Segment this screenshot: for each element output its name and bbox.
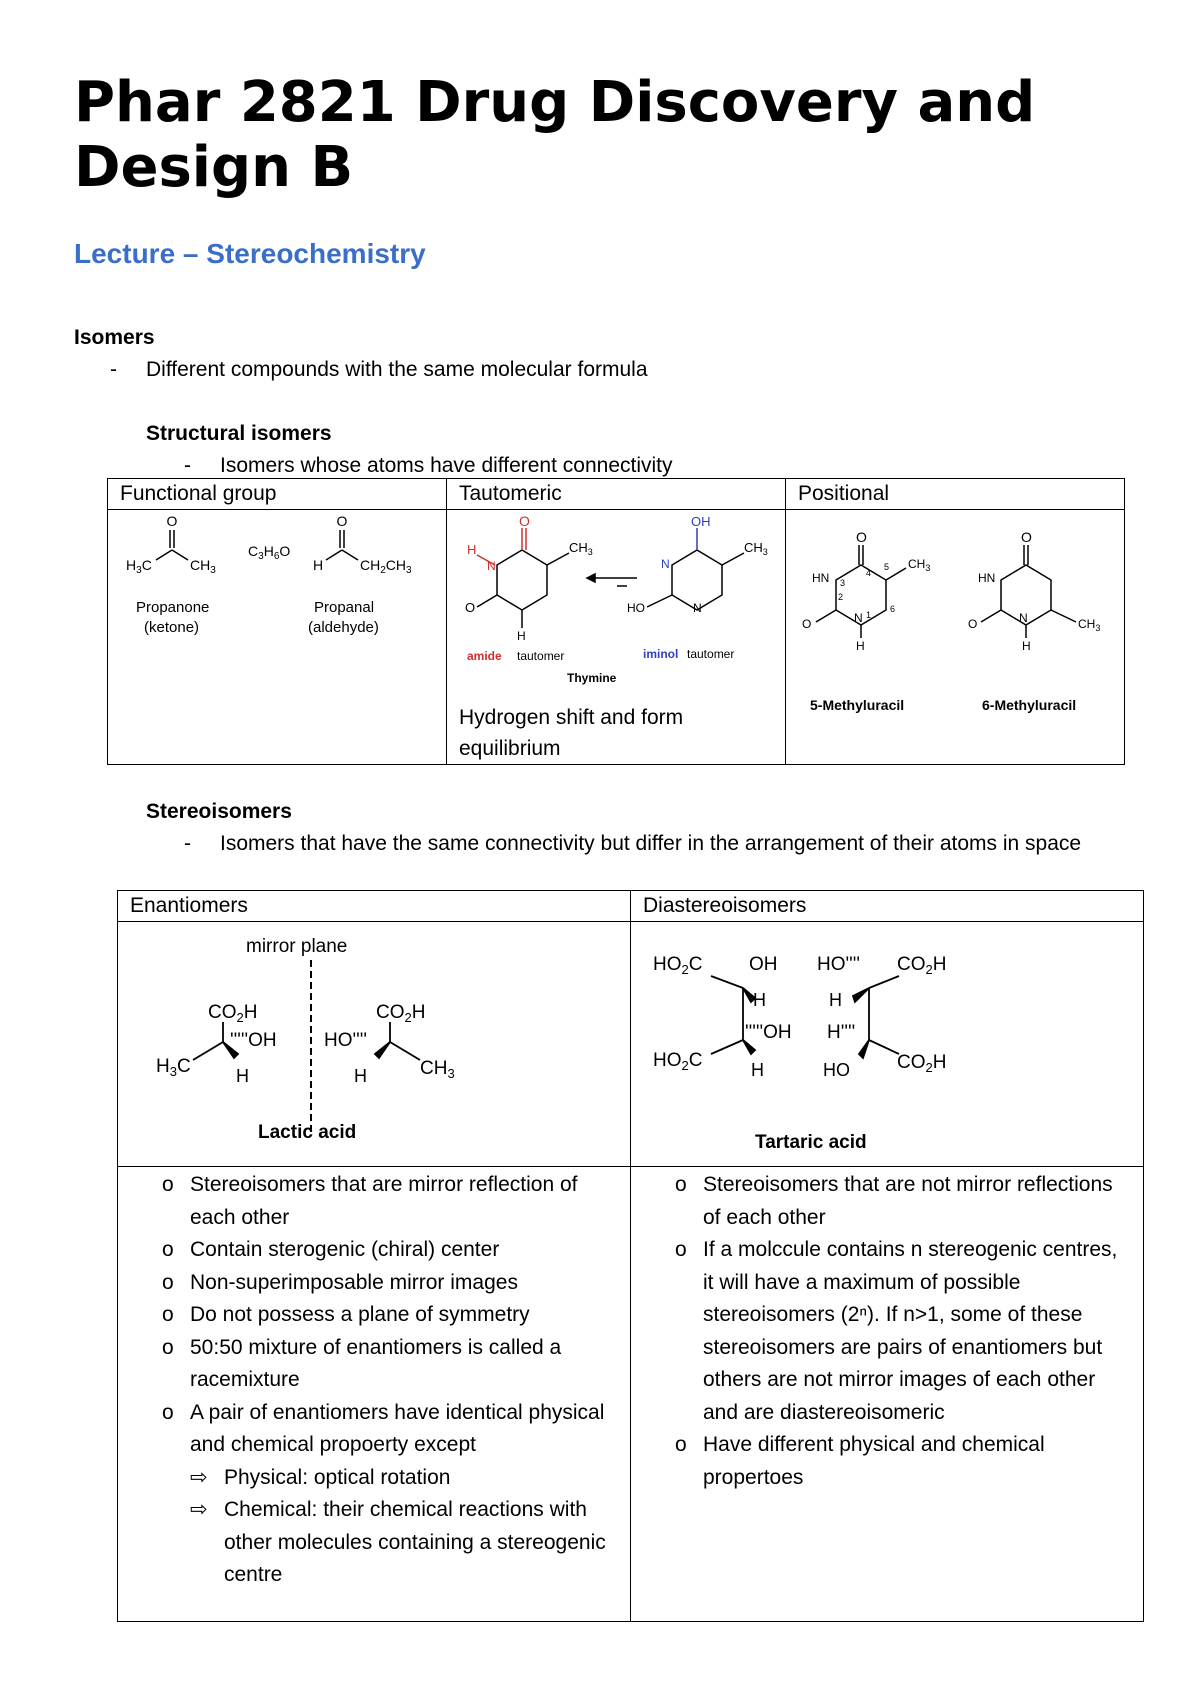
isomers-bullet-dash: - xyxy=(110,358,117,381)
positional-cell xyxy=(786,510,1125,765)
svg-text:'''''OH: '''''OH xyxy=(230,1030,277,1051)
svg-text:HO: HO xyxy=(823,1060,850,1080)
structural-definition: Isomers whose atoms have different connectivity xyxy=(220,454,673,477)
structural-heading: Structural isomers xyxy=(146,422,332,445)
svg-text:CH3: $CH_3$ xyxy=(908,557,931,573)
svg-text:CH3: $CH_3$ xyxy=(569,540,593,557)
iminol-label: iminol xyxy=(643,647,679,661)
svg-text:OH: OH xyxy=(691,514,711,529)
col-functional-group: Functional group xyxy=(108,479,447,510)
svg-text:3: 3 xyxy=(840,578,846,588)
thymine-label: Thymine xyxy=(567,671,617,685)
list-item: o Do not possess a plane of symmetry xyxy=(162,1303,530,1326)
svg-text:H: H xyxy=(313,557,324,573)
svg-text:'''''OH: '''''OH xyxy=(745,1022,792,1043)
amide-suffix: tautomer xyxy=(517,649,565,663)
svg-text:HN: HN xyxy=(978,571,996,585)
svg-text:HO: HO xyxy=(627,601,645,615)
stereo-bullet-dash: - xyxy=(184,832,191,855)
list-item: o Stereoisomers that are mirror reflection of each other xyxy=(162,1173,578,1229)
propanone-type: (ketone) xyxy=(144,619,200,636)
svg-text:CH3: $CH_3$ xyxy=(1078,617,1101,633)
svg-text:H: H xyxy=(467,542,477,557)
stereo-definition: Isomers that have the same connectivity but differ in the arrangement of their atoms in space xyxy=(220,832,1082,855)
lactic-acid-figure xyxy=(118,922,630,1160)
col-tautomeric: Tautomeric xyxy=(447,479,786,510)
list-item: o Have different physical and chemical propertoes xyxy=(675,1433,1045,1489)
svg-text:H: H xyxy=(829,990,842,1010)
svg-text:H: H xyxy=(354,1066,367,1086)
svg-text:CH3: $CH_3$ xyxy=(744,540,768,557)
structural-isomers-table xyxy=(107,478,1125,765)
diastereo-figure-cell xyxy=(631,922,1144,1167)
propanone-name: Propanone xyxy=(136,599,210,616)
list-item: o A pair of enantiomers have identical physical and chemical propoerty except ⇨ Physical: optical rotation ⇨ Chemical: their chemical reactions with other molecules containing a stereogenic centre xyxy=(118,1397,620,1592)
svg-text:HO2C: $HO_2C$ xyxy=(653,1050,703,1073)
list-item: o Stereoisomers that are not mirror reflections of each other xyxy=(675,1173,1113,1229)
svg-text:CH3: $CH_3$ xyxy=(190,557,216,576)
col-enantiomers: Enantiomers xyxy=(118,891,631,922)
svg-text:CO2H: $CO_2H$ xyxy=(897,1052,947,1075)
isomers-heading: Isomers xyxy=(74,326,155,349)
svg-text:4: 4 xyxy=(866,568,872,578)
tartaric-acid-figure xyxy=(631,922,1143,1160)
svg-text:N: N xyxy=(1019,611,1028,625)
enantiomers-figure-cell xyxy=(118,922,631,1167)
sub-list-item: ⇨ Physical: optical rotation xyxy=(190,1465,451,1489)
tartaric-acid-label: Tartaric acid xyxy=(755,1132,867,1153)
tautomeric-caption: Hydrogen shift and form equilibrium xyxy=(459,706,684,760)
equilibrium-arrows xyxy=(587,574,637,586)
stereo-heading: Stereoisomers xyxy=(146,800,292,823)
svg-text:5: 5 xyxy=(884,562,890,572)
svg-text:2: 2 xyxy=(838,592,844,602)
functional-group-figure xyxy=(108,510,446,758)
svg-text:H'''': H'''' xyxy=(827,1022,856,1043)
svg-text:H3C: $H_3C$ xyxy=(126,557,152,576)
molecular-formula: $C_3H_6O$ xyxy=(248,543,291,562)
enantiomer-points-cell xyxy=(118,1167,631,1622)
svg-text:CO2H: $CO_2H$ xyxy=(897,954,947,977)
5-methyluracil-label: 5-Methyluracil xyxy=(810,697,905,713)
svg-text:H3C: $H_3C$ xyxy=(156,1056,191,1079)
mirror-plane-label: mirror plane xyxy=(246,936,348,957)
amide-label: amide xyxy=(467,649,502,663)
svg-text:N: N xyxy=(661,557,670,571)
svg-text:O: O xyxy=(802,617,812,631)
svg-text:O: O xyxy=(166,513,178,529)
svg-text:HN: HN xyxy=(812,571,830,585)
functional-group-cell xyxy=(108,510,447,765)
6-methyluracil-label: 6-Methyluracil xyxy=(982,697,1077,713)
svg-text:H: H xyxy=(856,639,865,653)
col-positional: Positional xyxy=(786,479,1125,510)
propanal-structure xyxy=(326,530,358,560)
lactic-acid-label: Lactic acid xyxy=(258,1122,357,1143)
svg-text:N: N xyxy=(854,611,863,625)
list-item: o If a molccule contains n stereogenic centres, it will have a maximum of possible stereoisomers (2ⁿ). If n>1, some of these stereoisomers are pairs of enantiomers but others are not mirror images of each other and are diastereoisomeric xyxy=(675,1238,1118,1424)
propanal-name: Propanal xyxy=(314,599,375,616)
svg-text:HO'''': HO'''' xyxy=(817,954,861,975)
structural-bullet-dash: - xyxy=(184,454,191,477)
svg-text:CH3: $CH_3$ xyxy=(420,1058,455,1081)
6-methyluracil-structure xyxy=(981,545,1076,638)
svg-text:CO2H: $CO_2H$ xyxy=(376,1002,426,1025)
svg-text:6: 6 xyxy=(890,604,896,614)
list-item: o Non-superimposable mirror images xyxy=(162,1270,518,1294)
svg-text:N: N xyxy=(487,559,496,573)
iminol-suffix: tautomer xyxy=(687,647,735,661)
list-item: o Contain sterogenic (chiral) center xyxy=(162,1238,500,1261)
col-diastereoisomers: Diastereoisomers xyxy=(631,891,1144,922)
svg-text:O: O xyxy=(1021,529,1032,545)
stereoisomers-table xyxy=(117,890,1144,1622)
sub-list-item: ⇨ Chemical: their chemical reactions with other molecules containing a stereogenic centre xyxy=(190,1498,606,1586)
tautomeric-cell xyxy=(447,510,786,765)
svg-text:O: O xyxy=(968,617,978,631)
svg-text:HO'''': HO'''' xyxy=(324,1030,368,1051)
propanal-type: (aldehyde) xyxy=(308,619,379,636)
svg-text:H: H xyxy=(751,1060,764,1080)
svg-text:H: H xyxy=(517,629,526,643)
svg-text:H: H xyxy=(1022,639,1031,653)
diastereo-points-cell xyxy=(631,1167,1144,1622)
svg-text:1: 1 xyxy=(866,610,872,620)
propanone-structure xyxy=(156,530,188,560)
methyluracil-figure xyxy=(786,510,1124,758)
svg-text:O: O xyxy=(856,529,867,545)
svg-text:O: O xyxy=(336,513,348,529)
page-title: Phar 2821 Drug Discovery and Design B xyxy=(74,70,1036,200)
svg-text:CO2H: $CO_2H$ xyxy=(208,1002,258,1025)
svg-text:CH2CH3: $CH_2CH_3$ xyxy=(360,557,412,576)
amide-tautomer-structure xyxy=(477,528,569,628)
list-item: o 50:50 mixture of enantiomers is called a racemixture xyxy=(162,1335,562,1391)
svg-text:H: H xyxy=(753,990,766,1010)
svg-text:H: H xyxy=(236,1066,249,1086)
svg-text:O: O xyxy=(465,600,476,615)
svg-text:O: O xyxy=(519,513,530,529)
thymine-tautomer-figure xyxy=(447,510,785,696)
lecture-subtitle: Lecture – Stereochemistry xyxy=(74,238,426,269)
svg-text:N: N xyxy=(693,601,702,615)
svg-text:OH: OH xyxy=(749,954,778,975)
svg-text:HO2C: $HO_2C$ xyxy=(653,954,703,977)
isomers-definition: Different compounds with the same molecular formula xyxy=(146,358,648,381)
